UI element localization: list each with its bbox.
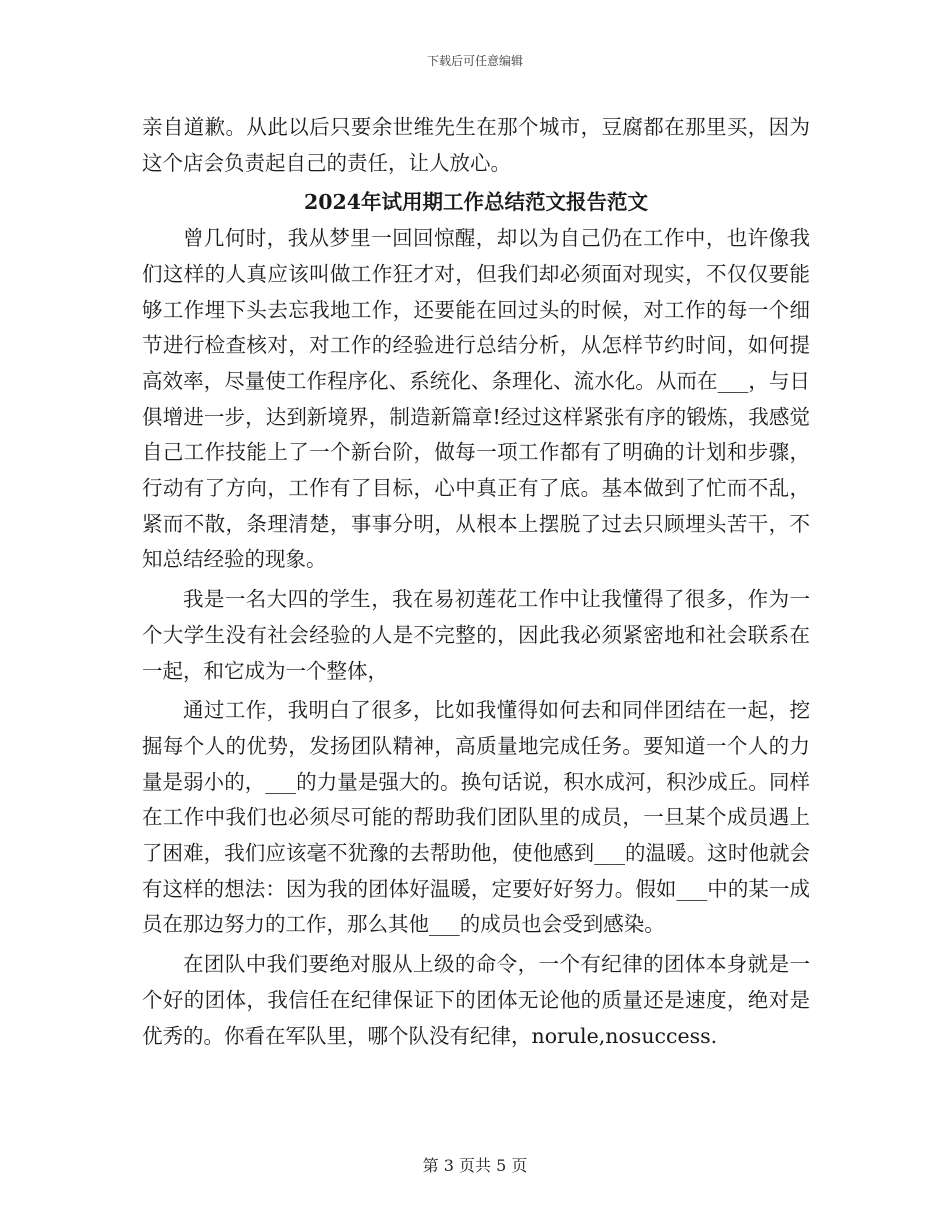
document-title: 2024年试用期工作总结范文报告范文 [303, 190, 649, 215]
paragraph-1: 曾几何时，我从梦里一回回惊醒，却以为自己仍在工作中，也许像我们这样的人真应该叫做工作狂才对，但我们却必须面对现实，不仅仅要能够工作埋下头去忘我地工作，还要能在回过头的时候，对工作的每一个细节进行检查核对，对工作的经验进行总结分析，从怎样节约时间，如何提高效率，尽量使工作程序化、系统化、条理化、流水化。从而在___，与日俱增进一步，达到新境界，制造新篇章!经过这样紧张有序的锻炼，我感觉自己工作技能上了一个新台阶，做每一项工作都有了明确的计划和步骤，行动有了方向，工作有了目标，心中真正有了底。基本做到了忙而不乱，紧而不散，条理清楚，事事分明，从根本上摆脱了过去只顾埋头苦干，不知总结经验的现象。 [142, 226, 810, 572]
paragraph-3: 通过工作，我明白了很多，比如我懂得如何去和同伴团结在一起，挖掘每个人的优势，发扬团队精神，高质量地完成任务。要知道一个人的力量是弱小的，___的力量是强大的。换句话说，积水成河，积沙成丘。同样在工作中我们也必须尽可能的帮助我们团队里的成员，一旦某个成员遇上了困难，我们应该毫不犹豫的去帮助他，使他感到___的温暖。这时他就会有这样的想法：因为我的团体好温暖，定要好好努力。假如___中的某一成员在那边努力的工作，那么其他___的成员也会受到感染。 [142, 698, 810, 937]
page-header: 下载后可任意编辑 [426, 54, 523, 68]
paragraph-4: 在团队中我们要绝对服从上级的命令，一个有纪律的团体本身就是一个好的团体，我信任在纪律保证下的团体无论他的质量还是速度，绝对是优秀的。你看在军队里，哪个队没有纪律，norule,nosuccess. [142, 952, 810, 1048]
page-footer: 第 3 页共 5 页 [422, 1156, 528, 1175]
paragraph-2: 我是一名大四的学生，我在易初莲花工作中让我懂得了很多，作为一个大学生没有社会经验的人是不完整的，因此我必须紧密地和社会联系在一起，和它成为一个整体， [142, 587, 810, 683]
document-body [142, 110, 810, 1058]
intro-paragraph: 亲自道歉。从此以后只要余世维先生在那个城市，豆腐都在那里买，因为这个店会负责起自己的责任，让人放心。 [142, 115, 810, 175]
